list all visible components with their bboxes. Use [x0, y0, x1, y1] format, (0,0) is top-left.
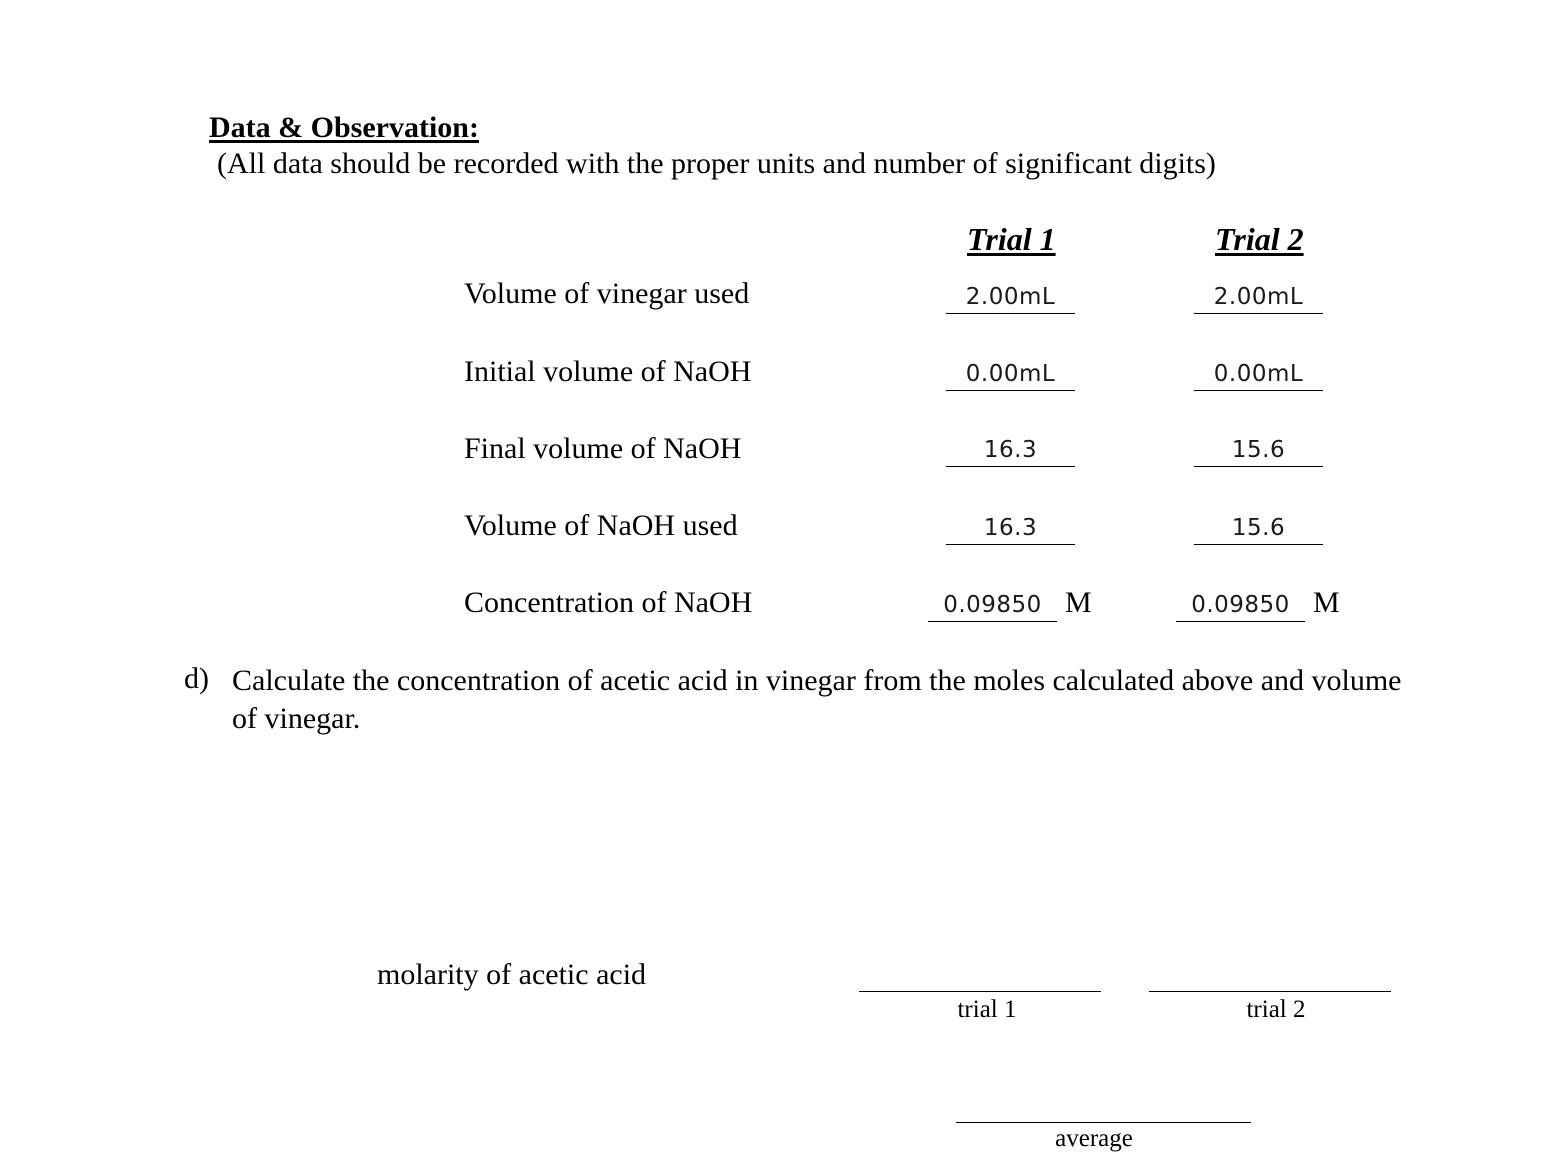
trial-2-concentration-unit: M — [1313, 586, 1340, 619]
molarity-trial-2-answer-line[interactable] — [1149, 990, 1391, 992]
instructions-text: (All data should be recorded with the proper units and number of significant digits) — [217, 147, 1216, 180]
question-letter: d) — [184, 662, 209, 695]
trial-2-final-naoh-field[interactable] — [1194, 433, 1323, 467]
trial-1-initial-naoh-value: 0.00mL — [965, 361, 1056, 387]
molarity-average-answer-line[interactable] — [956, 1121, 1251, 1123]
section-title: Data & Observation: — [209, 111, 479, 144]
trial-2-naoh-concentration-value: 0.09850 — [1191, 592, 1290, 618]
molarity-trial-1-answer-line[interactable] — [859, 990, 1101, 992]
question-text: Calculate the concentration of acetic acid in vinegar from the moles calculated above and volume of vinegar. — [232, 664, 1402, 735]
trial-2-initial-naoh-value: 0.00mL — [1213, 361, 1304, 387]
trial-1-header: Trial 1 — [967, 221, 1056, 257]
trial-1-caption: trial 1 — [957, 996, 1017, 1023]
row-label-vinegar-volume: Volume of vinegar used — [464, 277, 750, 310]
average-caption: average — [1055, 1125, 1133, 1152]
trial-1-vinegar-volume-value: 2.00mL — [965, 284, 1056, 310]
trial-2-final-naoh-value: 15.6 — [1231, 437, 1286, 463]
trial-1-concentration-unit: M — [1065, 586, 1092, 619]
trial-1-naoh-concentration-value: 0.09850 — [943, 592, 1042, 618]
trial-1-naoh-used-value: 16.3 — [983, 515, 1038, 541]
trial-2-naoh-concentration-field[interactable] — [1176, 588, 1305, 622]
trial-1-initial-naoh-field[interactable] — [946, 357, 1075, 391]
molarity-label: molarity of acetic acid — [377, 958, 647, 991]
trial-2-naoh-used-field[interactable] — [1194, 511, 1323, 545]
trial-1-naoh-concentration-field[interactable] — [928, 588, 1057, 622]
trial-1-vinegar-volume-field[interactable] — [946, 280, 1075, 314]
row-label-naoh-used: Volume of NaOH used — [464, 509, 738, 542]
trial-1-final-naoh-field[interactable] — [946, 433, 1075, 467]
row-label-initial-naoh: Initial volume of NaOH — [464, 355, 752, 388]
trial-2-caption: trial 2 — [1246, 996, 1306, 1023]
trial-1-naoh-used-field[interactable] — [946, 511, 1075, 545]
trial-2-vinegar-volume-field[interactable] — [1194, 280, 1323, 314]
trial-2-naoh-used-value: 15.6 — [1231, 515, 1286, 541]
row-label-final-naoh: Final volume of NaOH — [464, 432, 742, 465]
trial-2-vinegar-volume-value: 2.00mL — [1213, 284, 1304, 310]
trial-1-final-naoh-value: 16.3 — [983, 437, 1038, 463]
row-label-naoh-concentration: Concentration of NaOH — [464, 586, 753, 619]
trial-2-initial-naoh-field[interactable] — [1194, 357, 1323, 391]
trial-2-header: Trial 2 — [1215, 221, 1304, 257]
